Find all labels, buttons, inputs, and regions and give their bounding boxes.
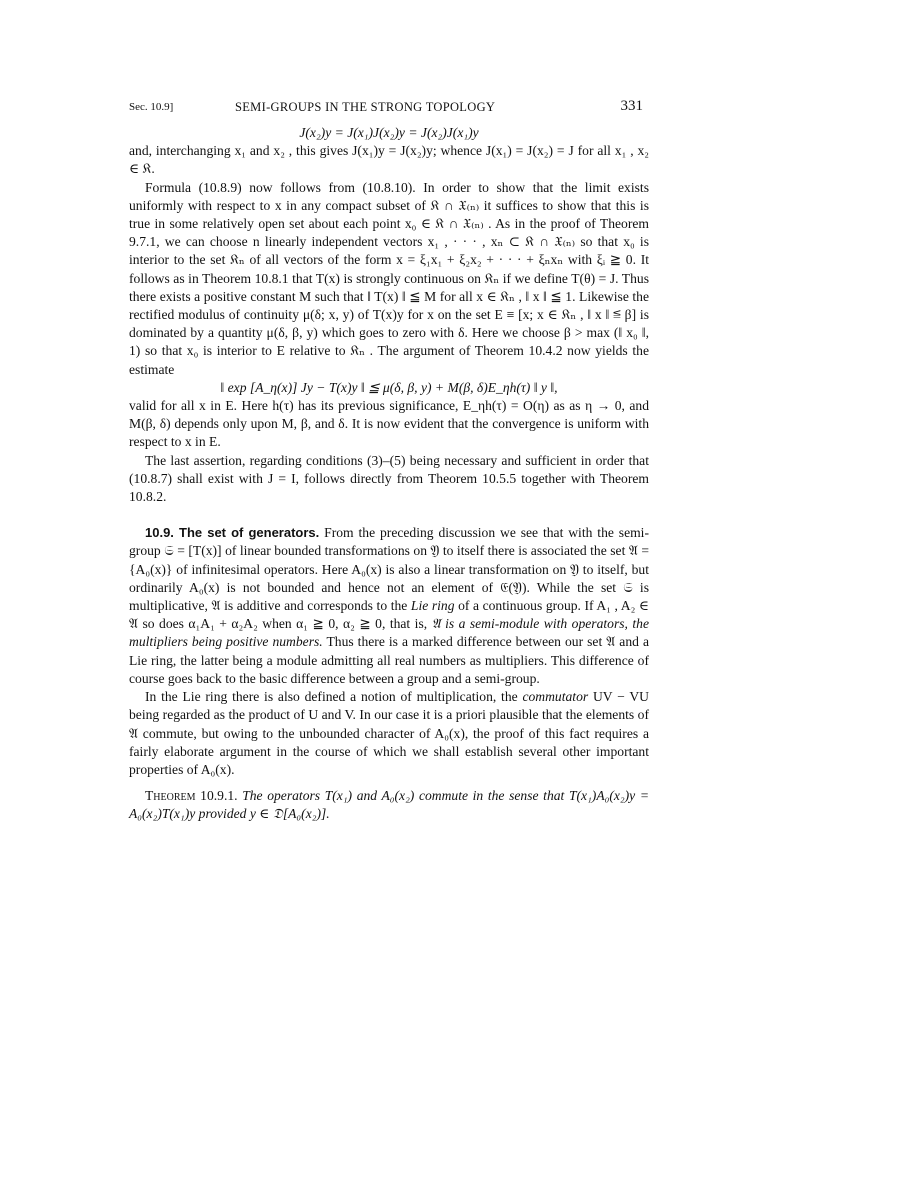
theorem-label: Theorem 10.9.1. bbox=[145, 788, 238, 804]
paragraph-lie-ring: In the Lie ring there is also defined a notion of multiplication, the commutator UV − VU being regarded as the product of U and V. In our case it is a priori plausible that the elements of 𝔄 commute, but owing to the unbounded character of A₀(x), the proof of this fact requires a fairly elaborate argument in the course of which we shall establish several other important properties of A₀(x). bbox=[129, 689, 649, 777]
paragraph-generators: 10.9. The set of generators. From the preceding discussion we see that with the semi-group 𝔖 = [T(x)] of linear bounded transformations on 𝔜 to itself there is associated the set 𝔄 = {A₀(x)} of infinitesimal operators. Here A₀(x) is also a linear transformation on 𝔜 to itself, but ordinarily A₀(x) is not bounded and hence not an element of 𝔈(𝔜). While the set 𝔖 is multiplicative, 𝔄 is additive and corresponds to the Lie ring of a continuous group. If A₁ , A₂ ∈ 𝔄 so does α₁A₁ + α₂A₂ when α₁ ≧ 0, α₂ ≧ 0, that is, 𝔄 is a semi-module with operators, the multipliers being positive numbers. Thus there is a marked difference between our set 𝔄 and a Lie ring, the latter being a module admitting all real numbers as multipliers. This difference of course goes back to the basic difference between a group and a semi-group. bbox=[129, 525, 649, 686]
theorem-statement bbox=[129, 787, 649, 823]
paragraph-validity: valid for all x in E. Here h(τ) has its previous significance, E_ηh(τ) = O(η) as as η → 0, and M(β, δ) depends only upon M, β, and δ. It is now evident that the convergence is uniform with respect to x in E. bbox=[129, 398, 649, 450]
theorem-text: The operators T(x₁) and A₀(x₂) commute in the sense that T(x₁)A₀(x₂)y = A₀(x₂)T(x₁)y provided y ∈ 𝔇[A₀(x₂)]. bbox=[129, 788, 649, 822]
running-title: SEMI-GROUPS IN THE STRONG TOPOLOGY bbox=[235, 100, 496, 114]
equation-estimate: ‖ exp [A_η(x)] Jy − T(x)y ‖ ≦ μ(δ, β, y) + M(β, δ)E_ηh(τ) ‖ y ‖, bbox=[220, 379, 558, 395]
paragraph-last-assertion: The last assertion, regarding conditions (3)–(5) being necessary and sufficient in order that (10.8.7) shall exist with J = I, follows directly from Theorem 10.5.5 together with Theorem 10.8.2. bbox=[129, 452, 649, 505]
section-heading: 10.9. The set of generators. bbox=[145, 525, 320, 541]
paragraph-formula-proof: Formula (10.8.9) now follows from (10.8.10). In order to show that the limit exists uniformly with respect to x in any compact subset of 𝔎 ∩ 𝔛₍ₙ₎ it suffices to show that this is true in some relatively open set about each point x₀ ∈ 𝔎 ∩ 𝔛₍ₙ₎ . As in the proof of Theorem 9.7.1, we can choose n linearly independent vectors x₁ , · · · , xₙ ⊂ 𝔎 ∩ 𝔛₍ₙ₎ so that x₀ is interior to the set 𝔎ₙ of all vectors of the form x = ξ₁x₁ + ξ₂x₂ + · · · + ξₙxₙ with ξᵢ ≧ 0. It follows as in Theorem 10.8.1 that T(x) is strongly continuous on 𝔎ₙ if we define T(θ) = J. Thus there exists a positive constant M such that ‖ T(x) ‖ ≦ M for all x ∈ 𝔎ₙ , ‖ x ‖ ≦ 1. Likewise the rectified modulus of continuity μ(δ; x, y) of T(x)y for x on the set E ≡ [x; x ∈ 𝔎ₙ , ‖ x ‖ ≦ β] is dominated by a quantity μ(δ, β, y) which goes to zero with δ. Here we choose β > max (‖ x₀ ‖, 1) so that x₀ is interior to E relative to 𝔎ₙ . The argument of Theorem 10.4.2 now yields the estimate bbox=[129, 179, 649, 377]
running-header bbox=[129, 97, 649, 119]
equation-commutation: J(x₂)y = J(x₁)J(x₂)y = J(x₂)J(x₁)y bbox=[299, 125, 479, 140]
section-spacer bbox=[129, 506, 649, 524]
page-number: 331 bbox=[620, 98, 643, 114]
page-body bbox=[129, 124, 649, 824]
section-reference: Sec. 10.9] bbox=[129, 101, 174, 113]
paragraph-interchange: and, interchanging x₁ and x₂ , this gives J(x₁)y = J(x₂)y; whence J(x₁) = J(x₂) = J for all x₁ , x₂ ∈ 𝔎. bbox=[129, 143, 649, 177]
